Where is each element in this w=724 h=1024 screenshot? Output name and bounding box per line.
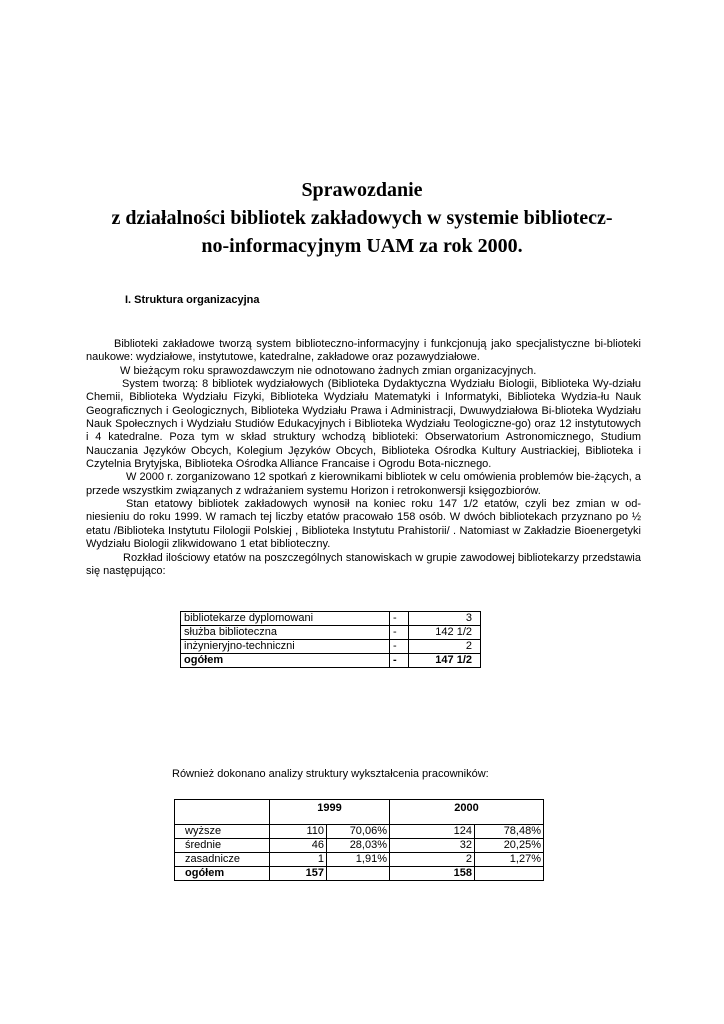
title-line-2: z działalności bibliotek zakładowych w systemie bibliotecz- [111,207,613,229]
paragraph: W 2000 r. zorganizowano 12 spotkań z kierownikami bibliotek w celu omówienia problemów bie-żących, a przede wszystkim związanych z wdrażaniem systemu Horizon i retrokonwersji księgozbiorów. [86,471,641,497]
table-row [181,612,481,626]
document-title [80,176,644,260]
table-row [175,853,544,867]
year-2000-header: 2000 [390,800,544,825]
count-1999: 110 [270,825,327,839]
row-value: 2 [409,640,481,654]
percent-2000 [475,867,544,881]
table-row [181,640,481,654]
education-table [174,799,544,881]
table-row-total [175,867,544,881]
row-label: inżynieryjno-techniczni [181,640,390,654]
count-1999: 157 [270,867,327,881]
row-label: ogółem [181,654,390,668]
count-2000: 158 [390,867,475,881]
percent-2000: 20,25% [475,839,544,853]
count-2000: 2 [390,853,475,867]
row-value: 147 1/2 [409,654,481,668]
education-intro: Również dokonano analizy struktury wykształcenia pracowników: [172,768,489,780]
table-header-row [175,800,544,825]
row-label: wyższe [175,825,270,839]
row-value: 142 1/2 [409,626,481,640]
percent-2000: 78,48% [475,825,544,839]
year-1999-header: 1999 [270,800,390,825]
table-row [175,825,544,839]
row-label: ogółem [175,867,270,881]
row-label: bibliotekarze dyplomowani [181,612,390,626]
body-text [86,338,641,578]
count-1999: 1 [270,853,327,867]
row-value: 3 [409,612,481,626]
percent-1999 [327,867,390,881]
count-1999: 46 [270,839,327,853]
row-label: służba biblioteczna [181,626,390,640]
row-dash: - [390,612,409,626]
row-dash: - [390,654,409,668]
percent-1999: 1,91% [327,853,390,867]
section-heading: I. Struktura organizacyjna [125,294,260,306]
percent-1999: 70,06% [327,825,390,839]
row-label: średnie [175,839,270,853]
table-row-total [181,654,481,668]
table-row [175,839,544,853]
row-dash: - [390,626,409,640]
count-2000: 124 [390,825,475,839]
header-empty [175,800,270,825]
count-2000: 32 [390,839,475,853]
title-line-1: Sprawozdanie [301,179,423,201]
row-dash: - [390,640,409,654]
staff-positions-table [180,611,481,668]
paragraph: System tworzą: 8 bibliotek wydziałowych (Biblioteka Dydaktyczna Wydziału Biologii, Biblioteka Wy-działu Chemii, Biblioteka Wydziału Fizyki, Biblioteka Wydziału Matematyki i Informatyki, Biblioteka Wydzia-łu Nauk Geograficznych i Geologicznych, Biblioteka Wydziału Prawa i Administracji, Dwuwydziałowa Bi-blioteka Wydziału Nauk Społecznych i Wydziału Studiów Edukacyjnych i Biblioteka Wydziału Teologiczne-go) oraz 12 instytutowych i 4 katedralne. Poza tym w skład struktury wchodzą biblioteki: Obserwatorium Astronomicznego, Studium Nauczania Języków Obcych, Kolegium Języków Obcych, Biblioteka Ośrodka Kultury Austriackiej, Biblioteka i Czytelnia Brytyjska, Biblioteka Ośrodka Alliance Francaise i Ogrodu Bota-nicznego. [86,378,641,471]
row-label: zasadnicze [175,853,270,867]
paragraph: W bieżącym roku sprawozdawczym nie odnotowano żadnych zmian organizacyjnych. [120,364,537,377]
title-line-3: no-informacyjnym UAM za rok 2000. [201,235,523,257]
paragraph: Biblioteki zakładowe tworzą system biblioteczno-informacyjny i funkcjonują jako specjalistyczne bi-blioteki naukowe: wydziałowe, instytutowe, katedralne, zakładowe oraz pozawydziałowe. [86,338,641,364]
percent-2000: 1,27% [475,853,544,867]
percent-1999: 28,03% [327,839,390,853]
table-row [181,626,481,640]
paragraph: Rozkład ilościowy etatów na poszczególnych stanowiskach w grupie zawodowej bibliotekarzy przedstawia się następująco: [86,551,641,577]
paragraph: Stan etatowy bibliotek zakładowych wynosił na koniec roku 147 1/2 etatów, czyli bez zmian w od-niesieniu do roku 1999. W ramach tej liczby etatów pracowało 158 osób. W dwóch bibliotekach przyznano po ½ etatu /Biblioteka Instytutu Filologii Polskiej , Biblioteka Instytutu Prahistorii/ . Natomiast w Zakładzie Bioenergetyki Wydziału Biologii zlikwidowano 1 etat biblioteczny. [86,498,641,551]
